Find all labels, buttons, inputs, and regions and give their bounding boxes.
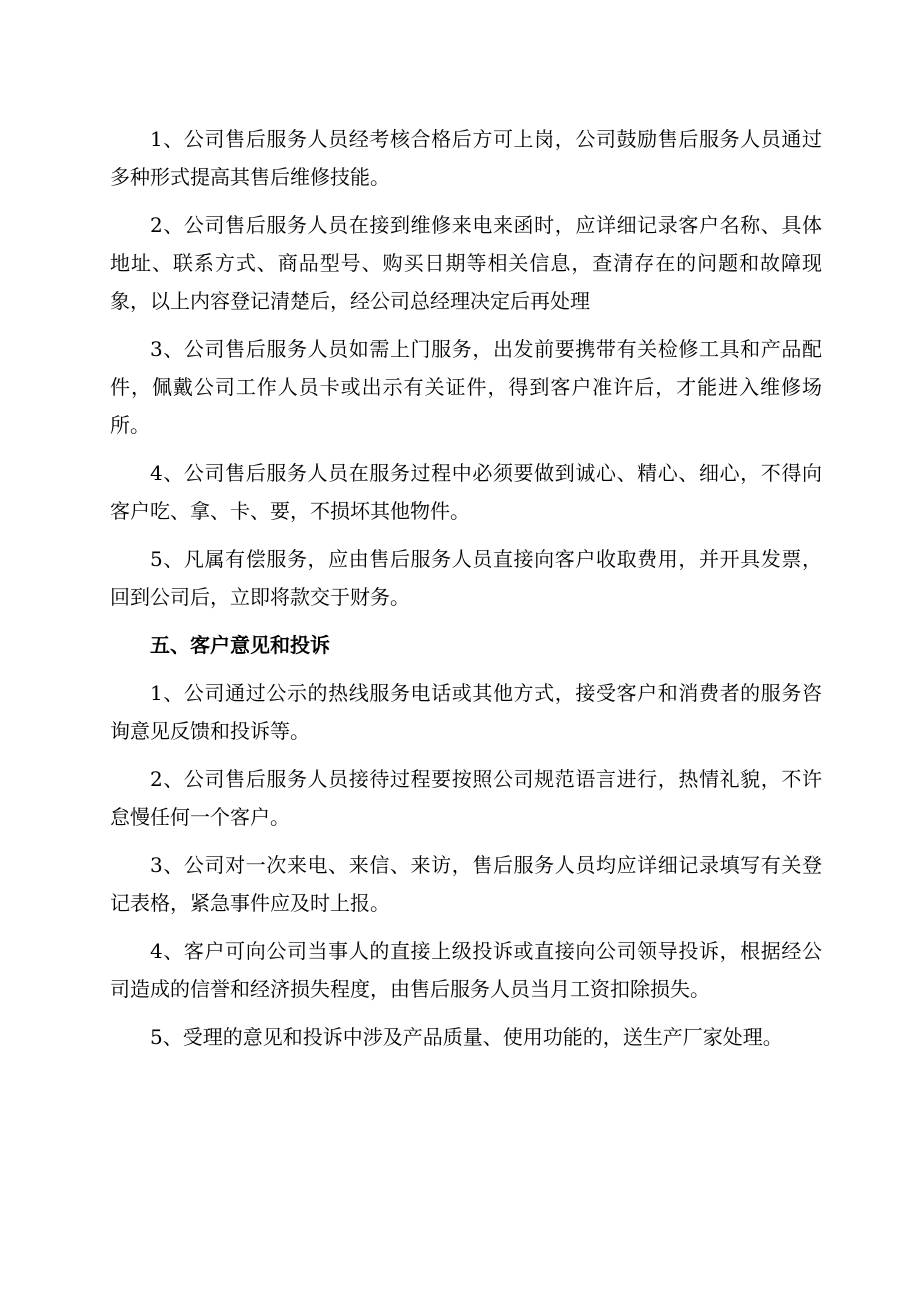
section4-item-2: 2、公司售后服务人员在接到维修来电来函时，应详细记录客户名称、具体地址、联系方式、商品型号、购买日期等相关信息，查清存在的问题和故障现象，以上内容登记清楚后，经公司总经理决定后再处理 (110, 213, 822, 313)
section5-heading: 五、客户意见和投诉 (150, 633, 330, 657)
section5-item-4: 4、客户可向公司当事人的直接上级投诉或直接向公司领导投诉，根据经公司造成的信誉和经济损失程度，由售后服务人员当月工资扣除损失。 (110, 939, 822, 1001)
section5-item-5: 5、受理的意见和投诉中涉及产品质量、使用功能的，送生产厂家处理。 (150, 1025, 783, 1049)
section4-item-4: 4、公司售后服务人员在服务过程中必须要做到诚心、精心、细心，不得向客户吃、拿、卡、要，不损坏其他物件。 (110, 461, 822, 523)
section5-item-1: 1、公司通过公示的热线服务电话或其他方式，接受客户和消费者的服务咨询意见反馈和投诉等。 (110, 681, 822, 743)
section5-item-2: 2、公司售后服务人员接待过程要按照公司规范语言进行，热情礼貌，不许怠慢任何一个客户。 (110, 767, 822, 829)
document-body (110, 120, 822, 1056)
section4-item-3: 3、公司售后服务人员如需上门服务，出发前要携带有关检修工具和产品配件，佩戴公司工作人员卡或出示有关证件，得到客户准许后，才能进入维修场所。 (110, 337, 822, 437)
section5-item-3: 3、公司对一次来电、来信、来访，售后服务人员均应详细记录填写有关登记表格，紧急事件应及时上报。 (110, 853, 822, 915)
section4-item-5: 5、凡属有偿服务，应由售后服务人员直接向客户收取费用，并开具发票，回到公司后，立即将款交于财务。 (110, 547, 822, 609)
section4-item-1: 1、公司售后服务人员经考核合格后方可上岗，公司鼓励售后服务人员通过多种形式提高其售后维修技能。 (110, 127, 822, 189)
